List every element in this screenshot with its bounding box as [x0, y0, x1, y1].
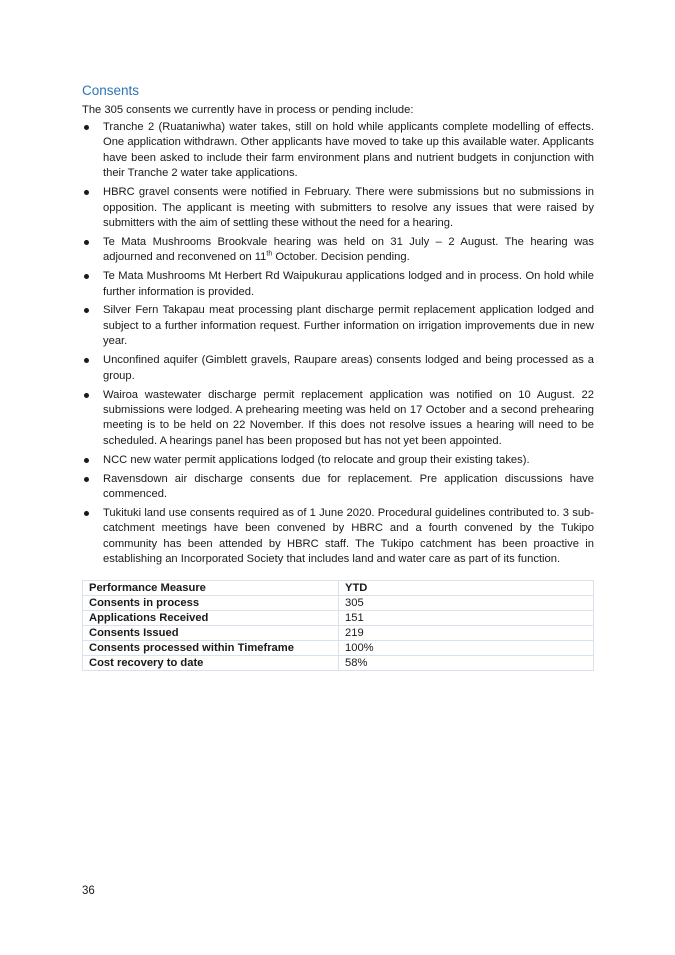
header-ytd: YTD	[339, 581, 594, 596]
performance-table	[82, 580, 594, 671]
bullet-item	[82, 269, 594, 300]
table-row	[83, 641, 594, 656]
bullet-dot-icon	[84, 125, 89, 130]
section-heading: Consents	[82, 83, 140, 98]
bullet-text-after: October. Decision pending.	[272, 251, 410, 264]
bullet-dot-icon	[84, 274, 89, 279]
bullet-text: Unconfined aquifer (Gimblett gravels, Raupare areas) consents lodged and being processed as a group.	[103, 354, 594, 382]
header-performance-measure: Performance Measure	[83, 581, 339, 596]
bullet-text: Tukituki land use consents required as of 1 June 2020. Procedural guidelines contributed to. 3 sub-catchment meetings have been convened by HBRC and a fourth convened by the Tukipo community has been attended by HBRC staff. The Tukipo catchment has been proactive in establishing an Incorporated Society that includes land and water care as part of its function.	[103, 506, 594, 566]
bullet-dot-icon	[84, 190, 89, 195]
bullet-item	[82, 120, 594, 182]
bullet-item	[82, 453, 594, 468]
table-row	[83, 611, 594, 626]
measure-cell: Consents in process	[83, 596, 339, 611]
measure-cell: Cost recovery to date	[83, 656, 339, 671]
consents-section	[82, 82, 594, 571]
bullet-text: Te Mata Mushrooms Mt Herbert Rd Waipukurau applications lodged and in process. On hold while further information is provided.	[103, 270, 594, 298]
bullet-item	[82, 303, 594, 349]
bullet-dot-icon	[84, 458, 89, 463]
ytd-cell: 58%	[339, 656, 594, 671]
bullet-dot-icon	[84, 358, 89, 363]
ytd-cell: 305	[339, 596, 594, 611]
bullet-dot-icon	[84, 477, 89, 482]
bullet-text: Ravensdown air discharge consents due for replacement. Pre application discussions have commenced.	[103, 472, 594, 500]
measure-cell: Consents Issued	[83, 626, 339, 641]
bullet-item	[82, 235, 594, 266]
bullet-item	[82, 185, 594, 231]
table-row	[83, 626, 594, 641]
ytd-cell: 100%	[339, 641, 594, 656]
table-row	[83, 656, 594, 671]
intro-text: The 305 consents we currently have in process or pending include:	[82, 104, 414, 116]
bullet-text: Tranche 2 (Ruataniwha) water takes, still on hold while applicants complete modelling of effects. One application withdrawn. Other applicants have moved to take up this available water. Applicants have been asked to include their farm environment plans and nutrient budgets in conjunction with their Tranche 2 water take applications.	[103, 121, 594, 180]
bullet-dot-icon	[84, 308, 89, 313]
bullet-dot-icon	[84, 393, 89, 398]
bullet-text: Silver Fern Takapau meat processing plant discharge permit replacement application lodged and subject to a further information request. Further information on irrigation improvements due in new year.	[103, 304, 594, 348]
table-header-row	[83, 581, 594, 596]
bullet-dot-icon	[84, 511, 89, 516]
bullet-text: NCC new water permit applications lodged (to relocate and group their existing takes).	[103, 453, 530, 466]
ytd-cell: 151	[339, 611, 594, 626]
bullet-item	[82, 472, 594, 503]
bullet-item	[82, 388, 594, 450]
bullet-item	[82, 353, 594, 384]
bullet-text: Wairoa wastewater discharge permit replacement application was notified on 10 August. 22 submissions were lodged. A prehearing meeting was held on 17 October and a second prehearing meeting is to be held on 22 November. If this does not resolve issues a hearing will need to be scheduled. A hearings panel has been proposed but has not yet been appointed.	[103, 388, 594, 447]
ordinal-superscript: th	[266, 250, 273, 258]
table-row	[83, 596, 594, 611]
ytd-cell: 219	[339, 626, 594, 641]
bullet-text: HBRC gravel consents were notified in February. There were submissions but no submissions in opposition. The applicant is meeting with submitters to resolve any issues that were raised by submitters with the aim of settling these without the need for a hearing.	[103, 186, 594, 229]
page-number: 36	[82, 885, 95, 897]
measure-cell: Consents processed within Timeframe	[83, 641, 339, 656]
bullet-text-before: Te Mata Mushrooms Brookvale hearing was held on 31 July – 2 August. The hearing was adjourned and reconvened on 11	[103, 235, 594, 264]
bullet-dot-icon	[84, 240, 89, 245]
bullet-item	[82, 506, 594, 568]
consents-bullet-list	[82, 120, 594, 567]
measure-cell: Applications Received	[83, 611, 339, 626]
